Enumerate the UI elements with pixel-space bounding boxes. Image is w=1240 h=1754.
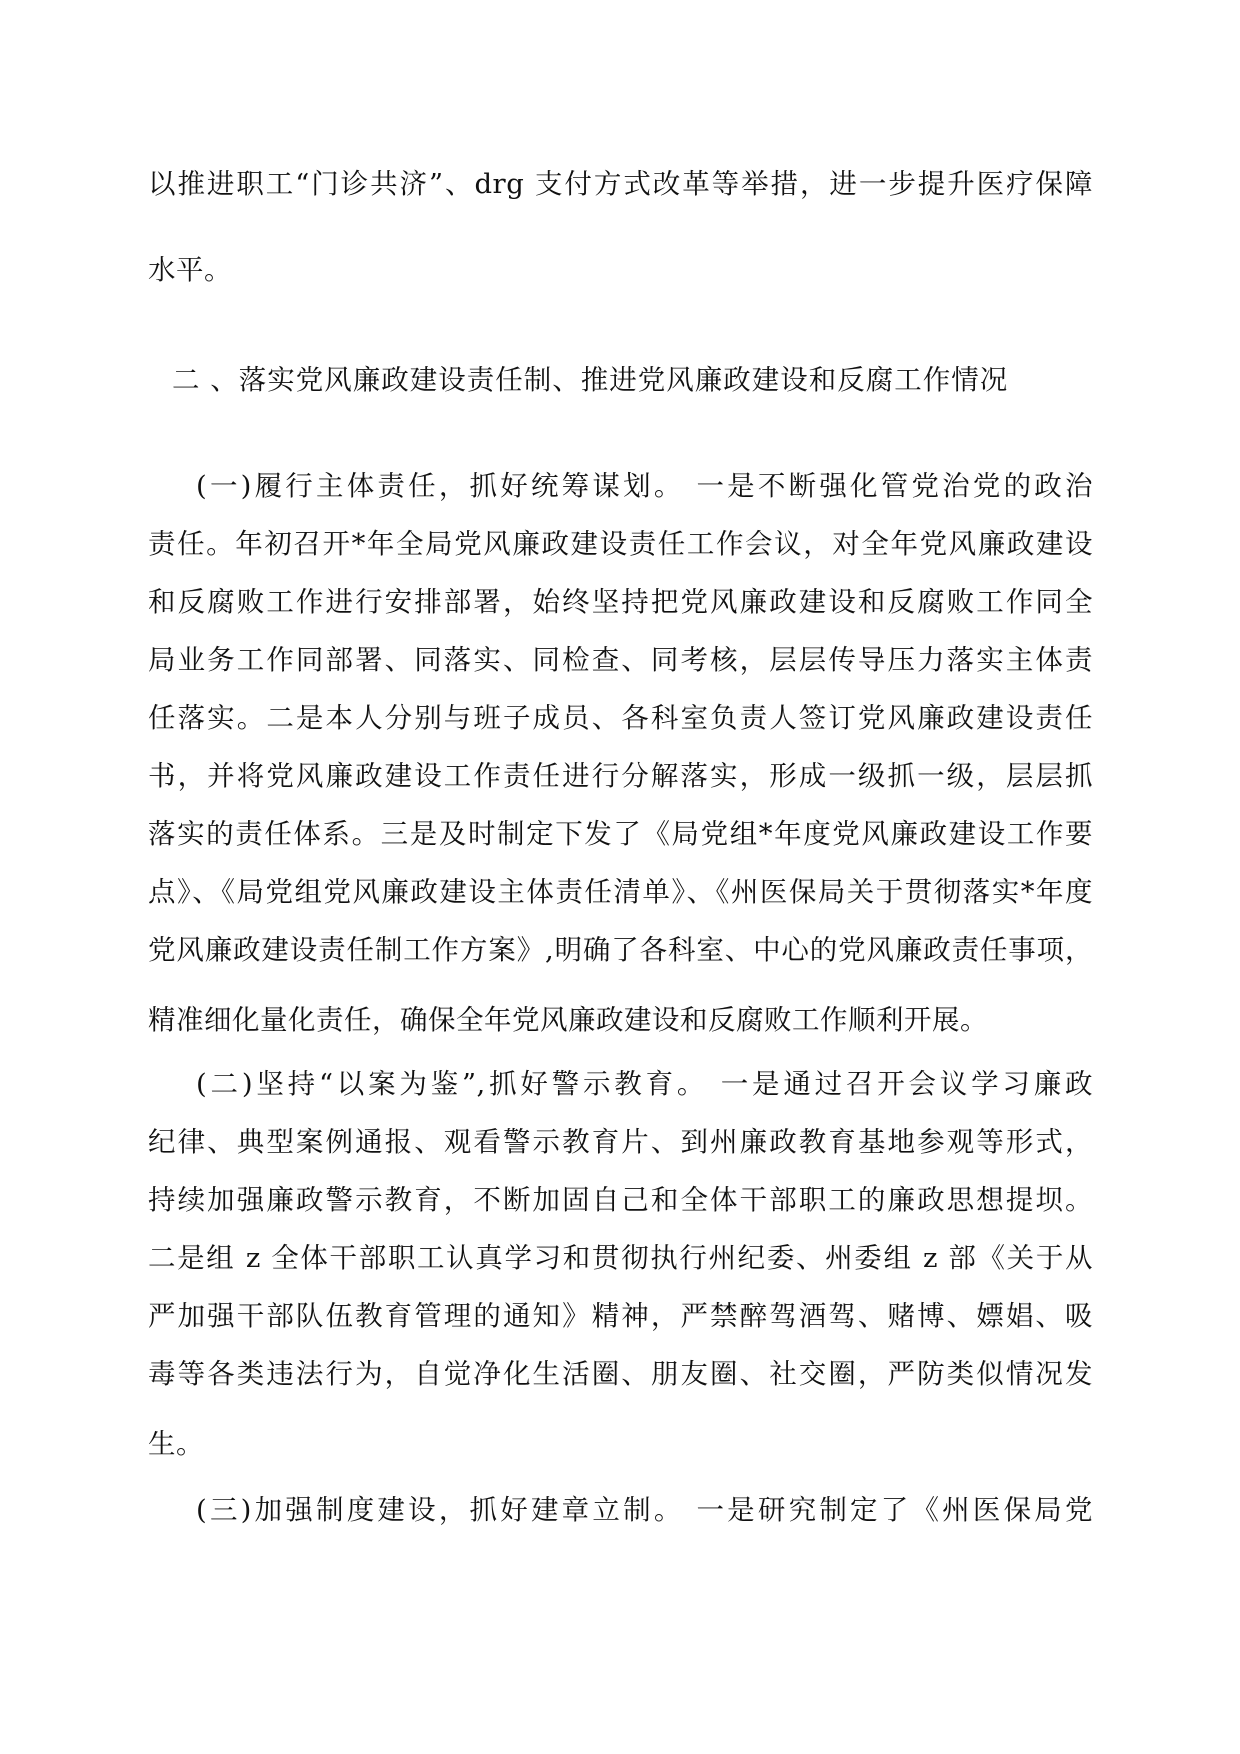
paragraph-line: 精准细化量化责任，确保全年党风廉政建设和反腐败工作顺利开展。 (148, 1004, 988, 1036)
paragraph-line: (一)履行主体责任，抓好统筹谋划。 一是不断强化管党治党的政治 (196, 470, 1093, 502)
paragraph-line: (二)坚持“以案为鉴”,抓好警示教育。 一是通过召开会议学习廉政 (196, 1068, 1093, 1100)
paragraph-line: 书，并将党风廉政建设工作责任进行分解落实，形成一级抓一级，层层抓 (148, 760, 1093, 792)
paragraph-line: 二是组 z 全体干部职工认真学习和贯彻执行州纪委、州委组 z 部《关于从 (148, 1242, 1093, 1274)
paragraph-line: 落实的责任体系。三是及时制定下发了《局党组*年度党风廉政建设工作要 (148, 818, 1093, 850)
paragraph-line: 毒等各类违法行为，自觉净化生活圈、朋友圈、社交圈，严防类似情况发 (148, 1358, 1093, 1390)
paragraph-line: 生。 (148, 1428, 204, 1460)
section-heading: 二 、落实党风廉政建设责任制、推进党风廉政建设和反腐工作情况 (172, 364, 1009, 396)
paragraph-line: 党风廉政建设责任制工作方案》,明确了各科室、中心的党风廉政责任事项， (148, 934, 1093, 966)
paragraph-line: 和反腐败工作进行安排部署，始终坚持把党风廉政建设和反腐败工作同全 (148, 586, 1093, 618)
paragraph-line: 严加强干部队伍教育管理的通知》精神，严禁醉驾酒驾、赌博、嫖娼、吸 (148, 1300, 1093, 1332)
paragraph-line: 任落实。二是本人分别与班子成员、各科室负责人签订党风廉政建设责任 (148, 702, 1093, 734)
paragraph-line: 局业务工作同部署、同落实、同检查、同考核，层层传导压力落实主体责 (148, 644, 1093, 676)
paragraph-line: 以推进职工“门诊共济”、drg 支付方式改革等举措，进一步提升医疗保障 (148, 168, 1093, 200)
paragraph-line: 纪律、典型案例通报、观看警示教育片、到州廉政教育基地参观等形式， (148, 1126, 1093, 1158)
paragraph-line: 点》、《局党组党风廉政建设主体责任清单》、《州医保局关于贯彻落实*年度 (148, 876, 1093, 908)
paragraph-line: 持续加强廉政警示教育，不断加固自己和全体干部职工的廉政思想提坝。 (148, 1184, 1093, 1216)
paragraph-line: (三)加强制度建设，抓好建章立制。 一是研究制定了《州医保局党 (196, 1494, 1093, 1526)
paragraph-line: 水平。 (148, 254, 232, 286)
paragraph-line: 责任。年初召开*年全局党风廉政建设责任工作会议，对全年党风廉政建设 (148, 528, 1093, 560)
